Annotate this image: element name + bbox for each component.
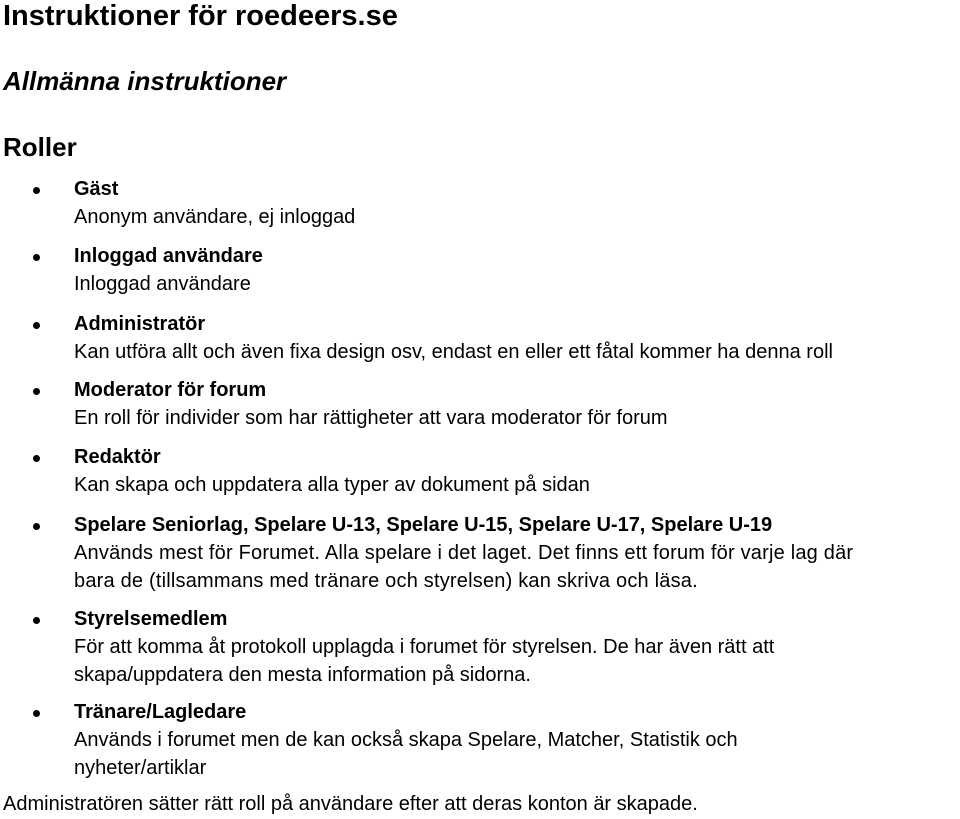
role-description: [74, 338, 958, 366]
role-description: [74, 270, 958, 298]
role-description-line: Används mest för Forumet. Alla spelare i det laget. Det finns ett forum för varje lag där: [74, 542, 854, 564]
role-description: [74, 471, 958, 499]
role-description-line: bara de (tillsammans med tränare och styrelsen) kan skriva och läsa.: [74, 570, 698, 592]
role-name: Spelare Seniorlag, Spelare U-13, Spelare U-15, Spelare U-17, Spelare U-19: [74, 514, 773, 536]
role-description-line: Kan skapa och uppdatera alla typer av dokument på sidan: [74, 474, 590, 496]
role-description-line: nyheter/artiklar: [74, 757, 207, 779]
bullet-icon: [33, 710, 40, 717]
role-name: Redaktör: [74, 446, 161, 468]
role-name: Gäst: [74, 178, 119, 200]
bullet-icon: [33, 617, 40, 624]
role-description: [74, 203, 958, 231]
footer-note: Administratören sätter rätt roll på användare efter att deras konton är skapade.: [3, 793, 698, 815]
bullet-icon: [33, 523, 40, 530]
role-description: [74, 633, 958, 689]
role-name: Moderator för forum: [74, 379, 267, 401]
role-description: [74, 539, 958, 595]
subsection-title: Roller: [3, 132, 77, 162]
role-description-line: Kan utföra allt och även fixa design osv, endast en eller ett fåtal kommer ha denna roll: [74, 341, 833, 363]
bullet-icon: [33, 322, 40, 329]
role-description-line: skapa/uppdatera den mesta information på sidorna.: [74, 664, 531, 686]
role-name: Administratör: [74, 313, 206, 335]
role-name: Styrelsemedlem: [74, 608, 228, 630]
bullet-icon: [33, 455, 40, 462]
bullet-icon: [33, 187, 40, 194]
bullet-icon: [33, 388, 40, 395]
role-description-line: En roll för individer som har rättigheter att vara moderator för forum: [74, 407, 668, 429]
document-title: Instruktioner för roedeers.se: [3, 0, 398, 32]
section-title: Allmänna instruktioner: [3, 66, 287, 96]
role-description: [74, 404, 958, 432]
role-description-line: Anonym användare, ej inloggad: [74, 206, 356, 228]
role-description-line: För att komma åt protokoll upplagda i forumet för styrelsen. De har även rätt att: [74, 636, 775, 658]
role-name: Inloggad användare: [74, 245, 263, 267]
role-name: Tränare/Lagledare: [74, 701, 247, 723]
bullet-icon: [33, 254, 40, 261]
role-description: [74, 726, 958, 782]
role-description-line: Inloggad användare: [74, 273, 251, 295]
role-description-line: Används i forumet men de kan också skapa Spelare, Matcher, Statistik och: [74, 729, 738, 751]
